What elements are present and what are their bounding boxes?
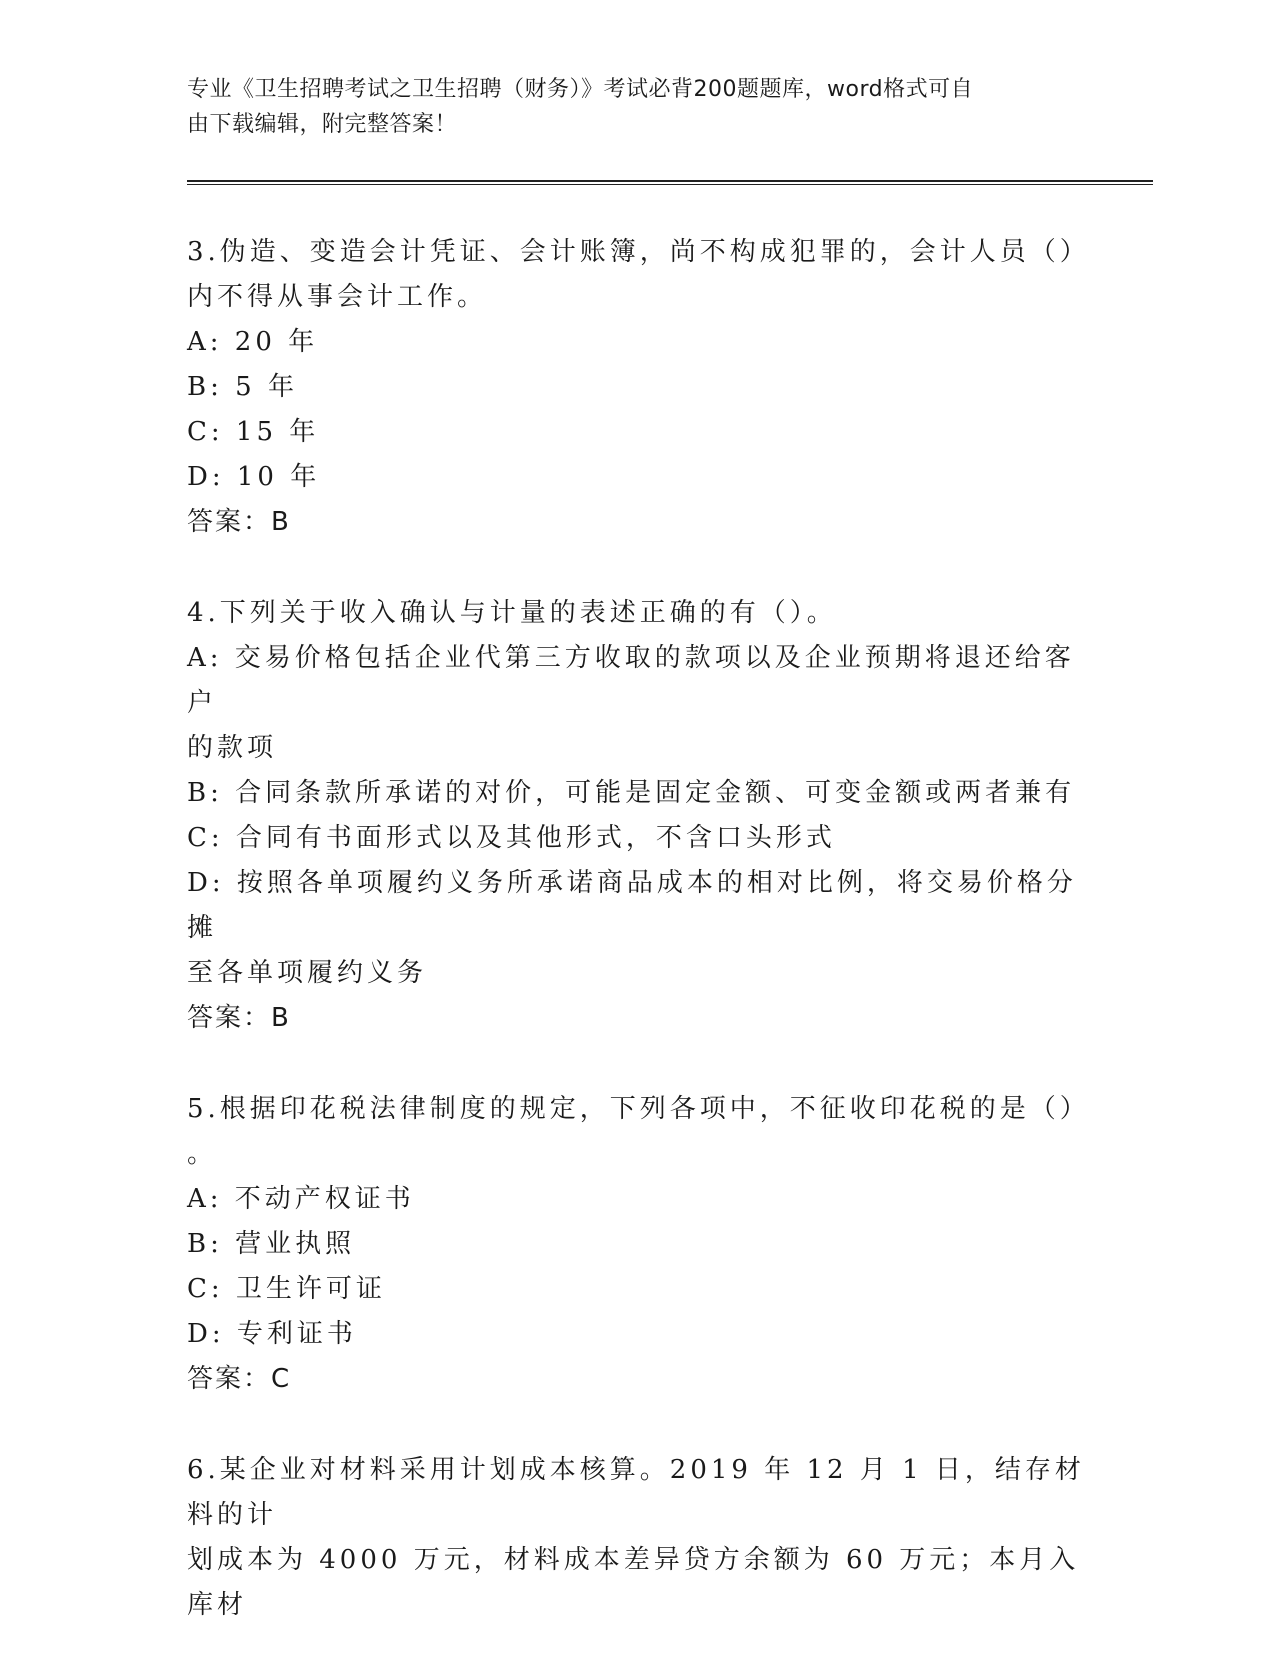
option-d: D: 专利证书 — [187, 1319, 357, 1349]
stem-line: 4.下列关于收入确认与计量的表述正确的有（）。 — [187, 598, 837, 628]
header-line-1: 专业《卫生招聘考试之卫生招聘（财务）》考试必背200题题库，word格式可自 — [187, 77, 974, 102]
header-divider-bottom — [187, 184, 1153, 185]
question-3 — [187, 230, 1090, 545]
question-list — [187, 230, 1090, 1674]
option-c: C: 卫生许可证 — [187, 1274, 386, 1304]
question-stem — [187, 1448, 1087, 1628]
option-c: C: 合同有书面形式以及其他形式，不含口头形式 — [187, 823, 836, 853]
option-b: B: 营业执照 — [187, 1229, 356, 1259]
option-d: D: 10 年 — [187, 462, 321, 492]
option-a: A: 20 年 — [187, 327, 319, 357]
option-a: A: 交易价格包括企业代第三方收取的款项以及企业预期将退还给客户 — [187, 643, 1075, 718]
question-stem — [187, 1087, 1090, 1177]
stem-line: 5.根据印花税法律制度的规定，下列各项中，不征收印花税的是（） — [187, 1094, 1090, 1124]
header-divider-top — [187, 180, 1153, 182]
question-stem — [187, 591, 1087, 636]
option-d: D: 按照各单项履约义务所承诺商品成本的相对比例，将交易价格分摊 — [187, 868, 1077, 943]
question-5 — [187, 1087, 1090, 1402]
question-4 — [187, 591, 1087, 1041]
answer-text: 答案：B — [187, 507, 291, 537]
stem-line: 。 — [187, 1139, 218, 1169]
option-d-continued: 至各单项履约义务 — [187, 958, 428, 988]
question-stem — [187, 230, 1090, 320]
document-header — [187, 72, 1067, 142]
option-a-continued: 的款项 — [187, 733, 278, 763]
option-a: A: 不动产权证书 — [187, 1184, 415, 1214]
answer-text: 答案：B — [187, 1003, 291, 1033]
option-b: B: 合同条款所承诺的对价，可能是固定金额、可变金额或两者兼有 — [187, 778, 1076, 808]
stem-line: 内不得从事会计工作。 — [187, 282, 488, 312]
answer-text: 答案：C — [187, 1364, 292, 1394]
stem-line: 3.伪造、变造会计凭证、会计账簿，尚不构成犯罪的，会计人员（） — [187, 237, 1090, 267]
stem-line: 6.某企业对材料采用计划成本核算。2019 年 12 月 1 日，结存材料的计 — [187, 1455, 1085, 1530]
option-c: C: 15 年 — [187, 417, 320, 447]
header-line-2: 由下载编辑，附完整答案！ — [187, 112, 458, 137]
stem-line: 划成本为 4000 万元，材料成本差异贷方余额为 60 万元；本月入库材 — [187, 1545, 1080, 1620]
option-b: B: 5 年 — [187, 372, 298, 402]
question-6 — [187, 1448, 1087, 1628]
